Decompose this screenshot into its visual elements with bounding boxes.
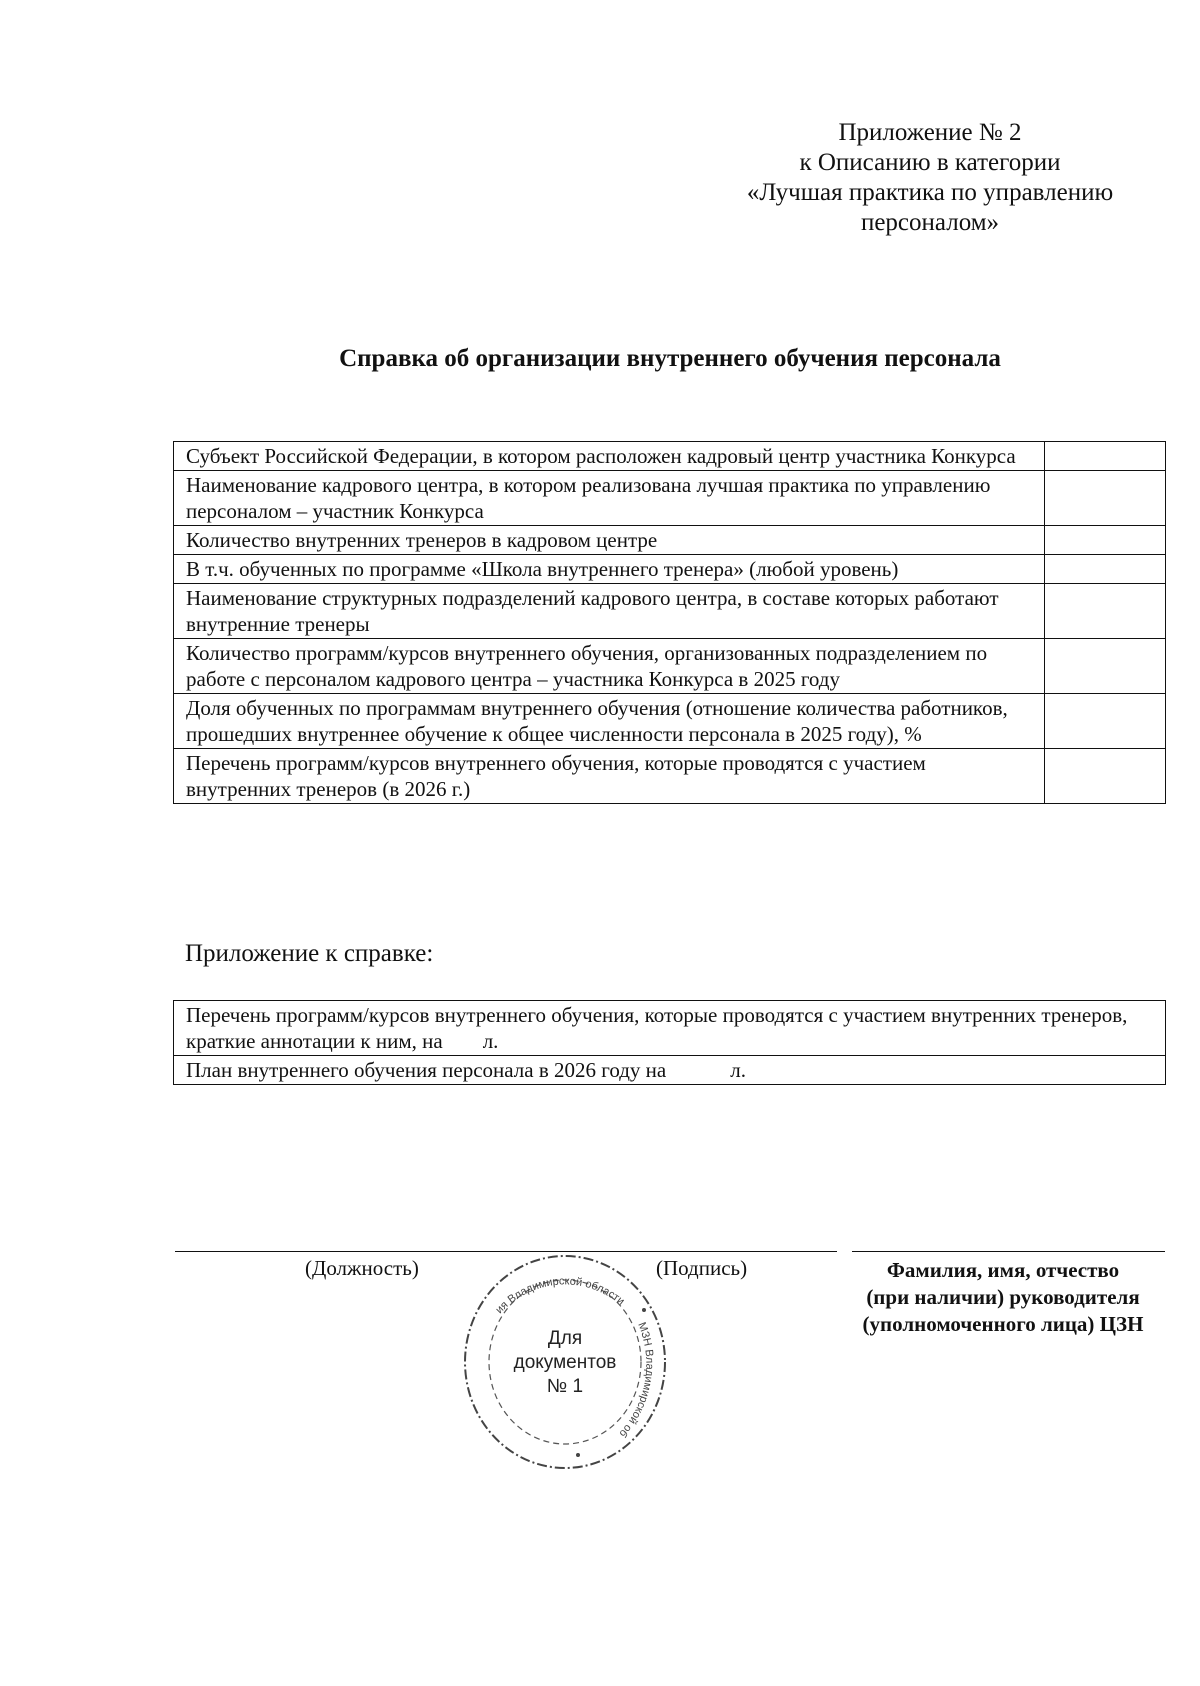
info-table — [173, 441, 1166, 804]
stamp-line1: Для — [547, 1328, 583, 1349]
annex-item-text: План внутреннего обучения персонала в 2026 году на — [186, 1058, 667, 1082]
row-label: Наименование кадрового центра, в котором реализована лучшая практика по управлению персоналом – участник Конкурса — [174, 471, 1045, 526]
name-label-line1: Фамилия, имя, отчество — [886, 1258, 1120, 1282]
table-row — [174, 639, 1166, 694]
row-label: Перечень программ/курсов внутреннего обучения, которые проводятся с участием внутренних тренеров (в 2026 г.) — [174, 749, 1045, 804]
annex-item — [174, 1001, 1166, 1056]
annex-item-sheets-suffix: л. — [482, 1029, 499, 1053]
value-cell[interactable] — [1045, 526, 1166, 555]
signature-label: (Подпись) — [656, 1256, 748, 1280]
annex-item-text: Перечень программ/курсов внутреннего обучения, которые проводятся с участием внутренних тренеров, краткие аннотации к ним, на — [186, 1003, 1128, 1053]
row-label: Количество программ/курсов внутреннего обучения, организованных подразделением по работе с персоналом кадрового центра – участника Конкурса в 2025 году — [174, 639, 1045, 694]
value-cell[interactable] — [1045, 749, 1166, 804]
table-row — [174, 471, 1166, 526]
value-cell[interactable] — [1045, 555, 1166, 584]
name-label-line2: (при наличии) руководителя — [866, 1285, 1140, 1309]
stamp-line2: документов — [513, 1352, 617, 1373]
annex-item-sheets-suffix: л. — [730, 1058, 746, 1082]
stamp-center-text — [460, 1327, 670, 1399]
table-row — [174, 442, 1166, 471]
stamp-ring-text-top: ия Владимирской области — [493, 1275, 627, 1317]
appendix-category-line2: персоналом» — [860, 209, 1000, 236]
value-cell[interactable] — [1045, 442, 1166, 471]
row-label: Наименование структурных подразделений кадрового центра, в составе которых работают внутренние тренеры — [174, 584, 1045, 639]
table-row — [174, 526, 1166, 555]
annex-item — [174, 1056, 1166, 1085]
position-label: (Должность) — [305, 1256, 419, 1280]
appendix-category-line1: «Лучшая практика по управлению — [746, 179, 1114, 206]
document-title: Справка об организации внутреннего обучения персонала — [339, 345, 1001, 372]
value-cell[interactable] — [1045, 694, 1166, 749]
row-label: Доля обученных по программам внутреннего обучения (отношение количества работников, прошедших внутреннее обучение к общее численности персонала в 2025 году), % — [174, 694, 1045, 749]
appendix-reference: к Описанию в категории — [799, 149, 1061, 176]
stamp-ring-text-right: МЗН Владимирской об — [616, 1320, 656, 1439]
stamp-line3: № 1 — [546, 1376, 584, 1397]
name-label — [838, 1257, 1168, 1338]
table-row — [174, 694, 1166, 749]
round-stamp — [460, 1252, 670, 1472]
table-row — [174, 555, 1166, 584]
table-row — [174, 749, 1166, 804]
signature-line-right — [852, 1251, 1165, 1252]
value-cell[interactable] — [1045, 584, 1166, 639]
appendix-header — [700, 118, 1160, 238]
value-cell[interactable] — [1045, 639, 1166, 694]
table-row — [174, 584, 1166, 639]
row-label: Субъект Российской Федерации, в котором расположен кадровый центр участника Конкурса — [174, 442, 1045, 471]
value-cell[interactable] — [1045, 471, 1166, 526]
row-label: В т.ч. обученных по программе «Школа внутреннего тренера» (любой уровень) — [174, 555, 1045, 584]
table-row — [174, 1056, 1166, 1085]
row-label: Количество внутренних тренеров в кадровом центре — [174, 526, 1045, 555]
annex-table — [173, 1000, 1166, 1085]
appendix-number: Приложение № 2 — [838, 119, 1022, 146]
annex-heading: Приложение к справке: — [185, 940, 434, 967]
name-label-line3: (уполномоченного лица) ЦЗН — [862, 1312, 1144, 1336]
table-row — [174, 1001, 1166, 1056]
